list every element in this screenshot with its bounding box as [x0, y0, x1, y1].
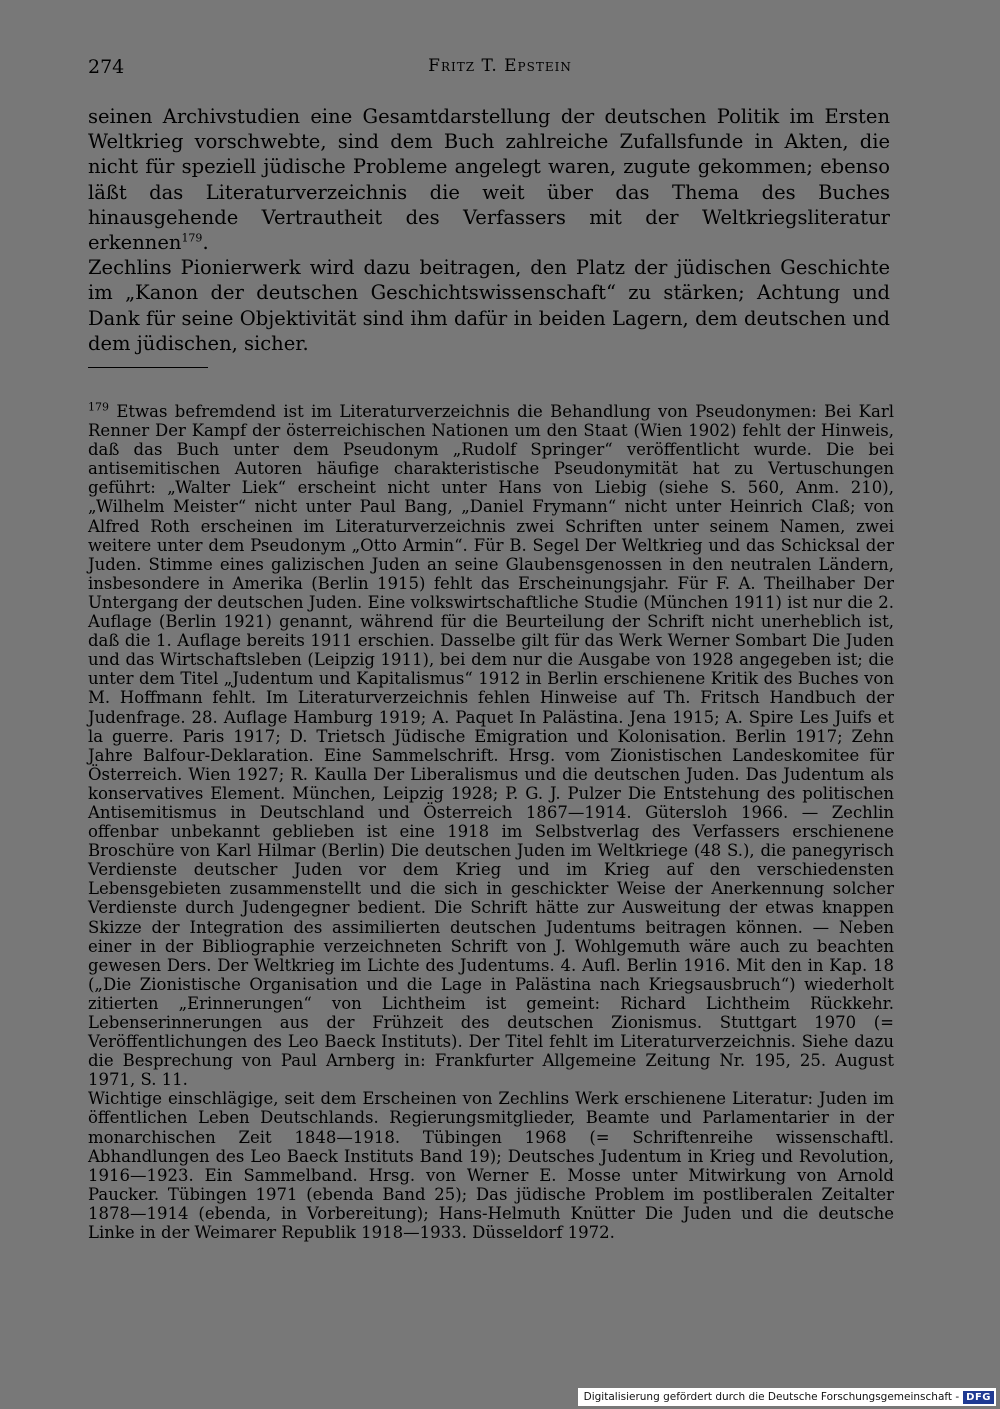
footnote-separator [88, 367, 208, 368]
digitization-footer [578, 1388, 996, 1406]
footnote-block [88, 402, 894, 1242]
body-paragraph: Zechlins Pionierwerk wird dazu beitragen, den Platz der jüdischen Geschichte im „Kanon der deutschen Geschichtswissenschaft“ zu stärken; Achtung und Dank für seine Objektivität sind ihm dafür in beiden Lagern, dem deutschen und dem jüdischen, sicher. [88, 256, 890, 355]
footnote-reference: 179 [181, 231, 203, 245]
footnote-continuation: Wichtige einschlägige, seit dem Erscheinen von Zechlins Werk erschienene Literatur: Juden im öffentlichen Leben Deutschlands. Regierungsmitglieder, Beamte und Parlamentarier in der monarchischen Zeit 1848—1918. Tübingen 1968 (= Schriftenreihe wissenschaftl. Abhandlungen des Leo Baeck Instituts Band 19); Deutsches Judentum in Krieg und Revolution, 1916—1923. Ein Sammelband. Hrsg. von Werner E. Mosse unter Mitwirkung von Arnold Paucker. Tübingen 1971 (ebenda Band 25); Das jüdische Problem im postliberalen Zeitalter 1878—1914 (ebenda, in Vorbereitung); Hans-Helmuth Knütter Die Juden und die deutsche Linke in der Weimarer Republik 1918—1933. Düsseldorf 1972. [88, 1089, 894, 1243]
funding-credit: Digitalisierung gefördert durch die Deutsche Forschungsgemeinschaft - [583, 1391, 960, 1403]
footnote-text: Etwas befremdend ist im Literaturverzeichnis die Behandlung von Pseudonymen: Bei Karl Renner Der Kampf der österreichischen Nationen um den Staat (Wien 1902) fehlt der Hinweis, daß das Buch unter dem Pseudonym „Rudolf Springer“ veröffentlicht wurde. Die bei antisemitischen Autoren häufige charakteristische Pseudonymität hat zu Vertuschungen geführt: „Walter Liek“ erscheint nicht unter Hans von Liebig (siehe S. 560, Anm. 210), „Wilhelm Meister“ nicht unter Paul Bang, „Daniel Frymann“ nicht unter Heinrich Claß; von Alfred Roth erscheinen im Literaturverzeichnis zwei Schriften unter seinem Namen, zwei weitere unter dem Pseudonym „Otto Armin“. Für B. Segel Der Weltkrieg und das Schicksal der Juden. Stimme eines galizischen Juden an seine Glaubensgenossen in den neutralen Ländern, insbesondere in Amerika (Berlin 1915) fehlt das Erscheinungsjahr. Für F. A. Theilhaber Der Untergang der deutschen Juden. Eine volkswirtschaftliche Studie (München 1911) ist nur die 2. Auflage (Berlin 1921) genannt, während für die Beurteilung der Schrift nicht unerheblich ist, daß die 1. Auflage bereits 1911 erschien. Dasselbe gilt für das Werk Werner Sombart Die Juden und das Wirtschaftsleben (Leipzig 1911), bei dem nur die Ausgabe von 1928 angegeben ist; die unter dem Titel „Judentum und Kapitalismus“ 1912 in Berlin erschienene Kritik des Buches von M. Hoffmann fehlt. Im Literaturverzeichnis fehlen Hinweise auf Th. Fritsch Handbuch der Judenfrage. 28. Auflage Hamburg 1919; A. Paquet In Palästina. Jena 1915; A. Spire Les Juifs et la guerre. Paris 1917; D. Trietsch Jüdische Emigration und Kolonisation. Berlin 1917; Zehn Jahre Balfour-Deklaration. Eine Sammelschrift. Hrsg. vom Zionistischen Landeskomitee für Österreich. Wien 1927; R. Kaulla Der Liberalismus und die deutschen Juden. Das Judentum als konservatives Element. München, Leipzig 1928; P. G. J. Pulzer Die Entstehung des politischen Antisemitismus in Deutschland und Österreich 1867—1914. Gütersloh 1966. — Zechlin offenbar unbekannt geblieben ist eine 1918 im Selbstverlag des Verfassers erschienene Broschüre von Karl Hilmar (Berlin) Die deutschen Juden im Weltkriege (48 S.), die panegyrisch Verdienste deutscher Juden vor dem Krieg und im Krieg auf den verschiedensten Lebensgebieten zusammenstellt und die sich in geschickter Weise der Anerkennung solcher Verdienste durch Judengegner bedient. Die Schrift hätte zur Ausweitung der etwas knappen Skizze der Integration des assimilierten deutschen Judentums beitragen können. — Neben einer in der Bibliographie verzeichneten Schrift von J. Wohlgemuth wäre auch zu beachten gewesen Ders. Der Weltkrieg im Lichte des Judentums. 4. Aufl. Berlin 1916. Mit den in Kap. 18 („Die Zionistische Organisation und die Lage in Palästina nach Kriegsausbruch“) wiederholt zitierten „Erinnerungen“ von Lichtheim ist gemeint: Richard Lichtheim Rückkehr. Lebenserinnerungen aus der Frühzeit des deutschen Zionismus. Stuttgart 1970 (= Veröffentlichungen des Leo Baeck Instituts). Der Titel fehlt im Literaturverzeichnis. Siehe dazu die Besprechung von Paul Arnberg in: Frankfurter Allgemeine Zeitung Nr. 195, 25. August 1971, S. 11. [88, 402, 894, 1090]
footnote-paragraph [88, 402, 894, 1089]
dfg-logo-icon: DFG [963, 1391, 994, 1404]
footnote-number: 179 [88, 400, 109, 414]
body-text [88, 104, 890, 356]
running-header: Fritz T. Epstein [428, 56, 572, 76]
page-number: 274 [88, 56, 125, 78]
paragraph-text: seinen Archivstudien eine Gesamtdarstellung der deutschen Politik im Ersten Weltkrieg vorschwebte, sind dem Buch zahlreiche Zufallsfunde in Akten, die nicht für speziell jüdische Probleme angelegt waren, zugute gekommen; ebenso läßt das Literaturverzeichnis die weit über das Thema des Buches hinausgehende Vertrautheit des Verfassers mit der Weltkriegsliteratur erkennen [88, 105, 890, 255]
body-paragraph [88, 104, 890, 255]
paragraph-end: . [202, 231, 209, 255]
